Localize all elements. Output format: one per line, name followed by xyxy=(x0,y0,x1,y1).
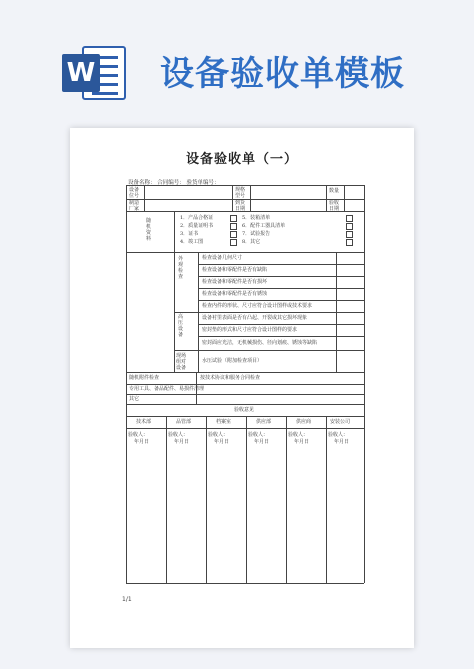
department-installer: 安装公司 xyxy=(330,419,351,425)
table-rule xyxy=(344,185,345,211)
manufacturer-label: 制造 厂家 xyxy=(129,200,140,212)
site-label: 现场 组对 设备 xyxy=(176,353,187,371)
docs-item: 7．试验报告 xyxy=(242,231,271,237)
opinions-title: 验收意见 xyxy=(234,407,255,413)
signer-label: 验收人： xyxy=(288,432,309,438)
table-rule xyxy=(126,428,364,429)
date-label: 年月日 xyxy=(294,439,310,445)
table-border-bottom xyxy=(126,583,364,584)
date-label: 年月日 xyxy=(214,439,230,445)
docs-item: 1．产品合格证 xyxy=(180,215,214,221)
table-rule xyxy=(126,416,364,417)
table-rule xyxy=(286,416,287,583)
department-supplier: 供应商 xyxy=(296,419,312,425)
table-rule xyxy=(326,416,327,583)
table-rule xyxy=(246,416,247,583)
table-rule xyxy=(174,211,175,372)
table-rule xyxy=(336,252,337,372)
inspection-item: 密封垫的形式和尺寸应符合设计图样的要求 xyxy=(202,327,298,333)
word-icon xyxy=(62,44,128,100)
document-title: 设备验收单（一） xyxy=(185,152,298,167)
table-border-top xyxy=(126,185,364,186)
date-label: 年月日 xyxy=(134,439,150,445)
signer-label: 验收人： xyxy=(248,432,269,438)
document-page xyxy=(70,128,414,648)
docs-item: 6．配件工器具清单 xyxy=(242,223,286,229)
signer-label: 验收人： xyxy=(128,432,149,438)
table-rule xyxy=(126,404,364,405)
checkbox[interactable] xyxy=(230,231,237,238)
page-number: 1/1 xyxy=(122,596,132,603)
inspection-item: 设备衬里表面是否有凸起、开裂或其它损坏现象 xyxy=(202,315,308,321)
department-qc: 品管部 xyxy=(176,419,192,425)
checkbox[interactable] xyxy=(230,239,237,246)
table-rule xyxy=(144,185,145,211)
signer-label: 验收人： xyxy=(168,432,189,438)
docs-item: 4．竣工图 xyxy=(180,239,204,245)
date-label: 年月日 xyxy=(174,439,190,445)
inspection-item: 水压试验（附加检查项目） xyxy=(202,358,263,364)
checkbox[interactable] xyxy=(230,215,237,222)
spec-label: 规格 型号 xyxy=(235,187,246,199)
checkbox[interactable] xyxy=(346,239,353,246)
accessory-item: 专用工具、备品配件、易损件清理 xyxy=(129,386,205,392)
date-label: 年月日 xyxy=(254,439,270,445)
department-supply: 供应部 xyxy=(256,419,272,425)
accessory-item: 其它 xyxy=(129,396,140,402)
table-rule xyxy=(198,336,364,337)
table-rule xyxy=(326,185,327,211)
table-rule xyxy=(126,394,364,395)
inspection-item: 检查设备几何尺寸 xyxy=(202,255,243,261)
inspection-item: 密封面应光洁，无机械损伤、径向划痕、锈蚀等缺陷 xyxy=(202,340,318,346)
table-border-left xyxy=(126,185,127,583)
checkbox[interactable] xyxy=(346,223,353,230)
table-rule xyxy=(166,416,167,583)
department-tech: 技术部 xyxy=(136,419,152,425)
table-rule xyxy=(232,185,233,211)
docs-item: 3．证书 xyxy=(180,231,199,237)
arrival-date-label: 到货 日期 xyxy=(235,200,246,212)
docs-item: 8．其它 xyxy=(242,239,261,245)
inspection-item: 检查内件的形状、尺寸应符合设计图样或技术要求 xyxy=(202,303,313,309)
table-rule xyxy=(206,416,207,583)
table-rule xyxy=(198,264,364,265)
docs-item: 5．装箱清单 xyxy=(242,215,271,221)
table-border-right xyxy=(364,185,365,583)
inspection-item: 检查设备和零配件是否有损坏 xyxy=(202,279,268,285)
quantity-label: 数量 xyxy=(329,188,340,194)
department-archive: 档案室 xyxy=(216,419,232,425)
table-rule xyxy=(126,252,364,253)
accessories-label: 随机附件检查 xyxy=(129,375,160,381)
table-rule xyxy=(198,300,364,301)
checkbox[interactable] xyxy=(346,215,353,222)
table-rule xyxy=(198,276,364,277)
table-rule xyxy=(198,252,199,372)
inspection-item: 检查设备和零配件是否有缺陷 xyxy=(202,267,268,273)
inspection-item: 检查设备和零配件是否有锈蚀 xyxy=(202,291,268,297)
checkbox[interactable] xyxy=(346,231,353,238)
table-rule xyxy=(126,384,364,385)
table-rule xyxy=(198,324,364,325)
equip-no-label: 设备 位号 xyxy=(129,187,140,199)
appearance-label: 外 观 检 查 xyxy=(178,256,184,280)
accept-date-label: 验收 日期 xyxy=(329,200,340,212)
signer-label: 验收人： xyxy=(208,432,229,438)
document-meta: 设备名称： 合同编号： 验货单编号： xyxy=(128,180,220,186)
accessory-item: 按技术协议和服务合同检查 xyxy=(200,375,261,381)
docs-section-label: 随 机 资 料 xyxy=(146,218,152,242)
pressure-label: 高 压 设 备 xyxy=(178,314,184,338)
docs-item: 2．质量证明书 xyxy=(180,223,214,229)
banner xyxy=(0,0,474,118)
table-rule xyxy=(250,185,251,211)
banner-title: 设备验收单模板 xyxy=(160,54,405,94)
word-icon-letter: W xyxy=(62,54,100,92)
signer-label: 验收人： xyxy=(328,432,349,438)
checkbox[interactable] xyxy=(230,223,237,230)
table-rule xyxy=(126,372,364,373)
table-rule xyxy=(198,288,364,289)
date-label: 年月日 xyxy=(334,439,350,445)
